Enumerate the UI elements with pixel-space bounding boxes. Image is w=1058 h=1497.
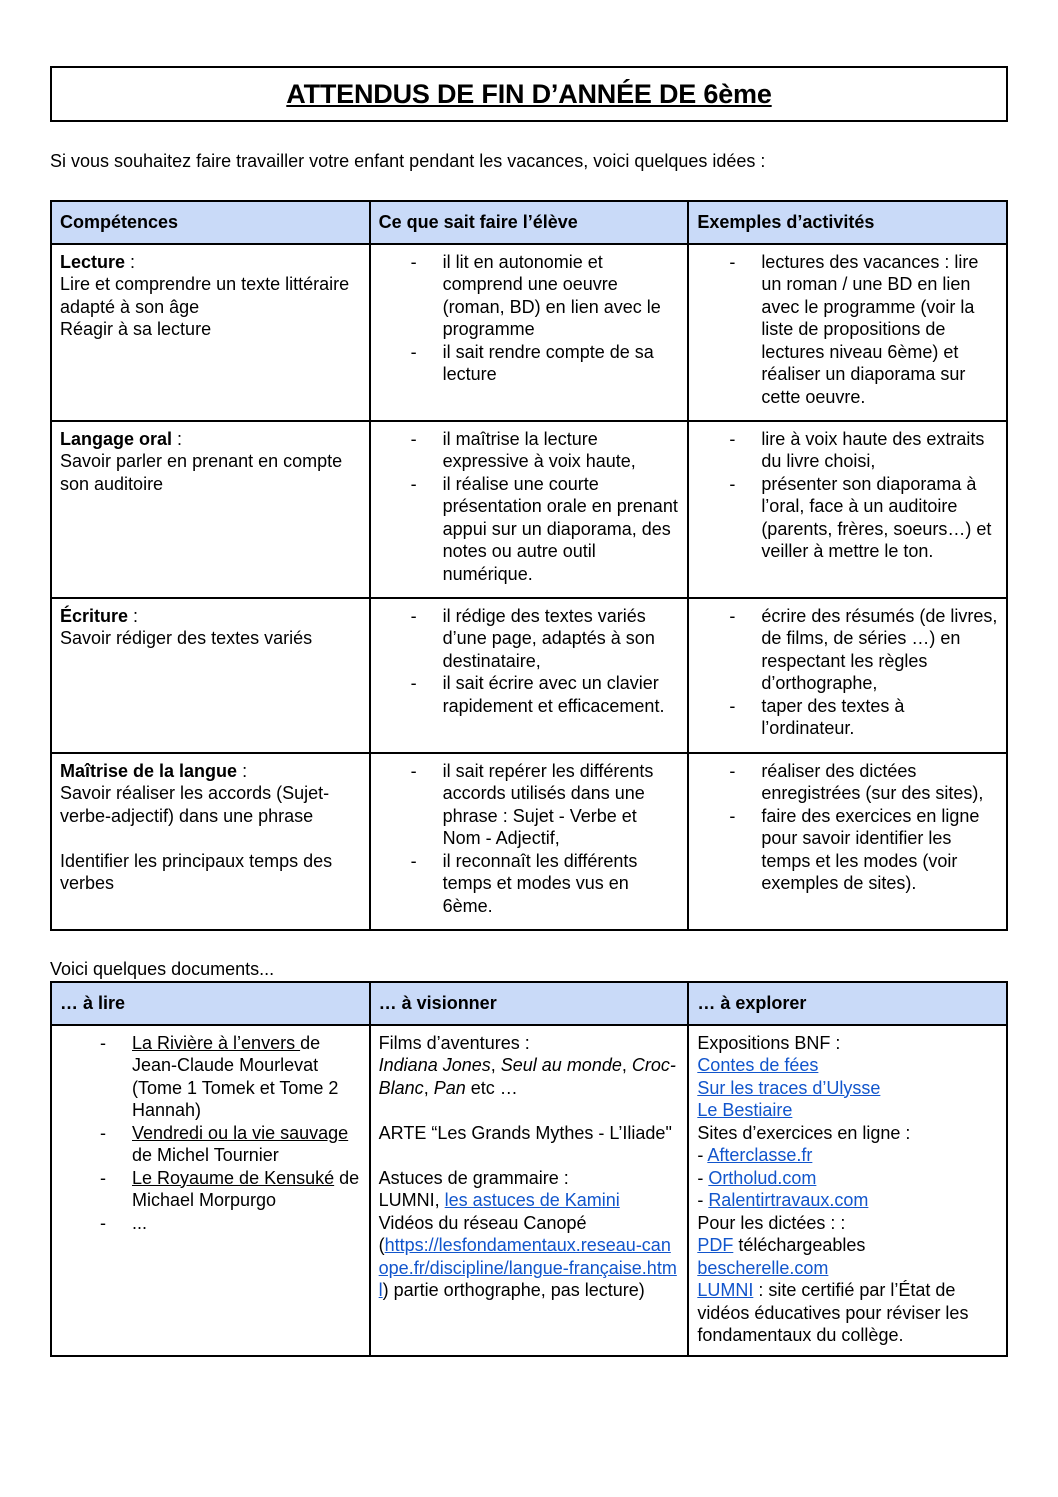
bnf-label: Expositions BNF :	[697, 1032, 841, 1053]
bnf-link-ulysse[interactable]: Sur les traces d’Ulysse	[697, 1077, 881, 1098]
skill-line: Savoir parler en prenant en compte son auditoire	[60, 451, 343, 494]
skill-cell: Maîtrise de la langue : Savoir réaliser les accords (Sujet-verbe-adjectif) dans une phrase Identifier les principaux temps des verbes	[51, 753, 370, 930]
pdf-tail: téléchargeables	[733, 1235, 866, 1255]
abilities-cell	[370, 421, 689, 598]
table-row	[51, 753, 1007, 930]
skill-cell: Écriture : Savoir rédiger des textes variés	[51, 598, 370, 753]
canope-link[interactable]: https://lesfondamentaux.reseau-canope.fr/discipline/langue-française.html	[378, 1235, 677, 1300]
table-header-row	[51, 982, 1007, 1025]
activities-cell	[688, 598, 1007, 753]
ortholud-link[interactable]: Ortholud.com	[708, 1167, 817, 1188]
films-label: Films d’aventures :	[378, 1032, 530, 1053]
list-item: - il sait rendre compte de sa lecture	[443, 341, 680, 386]
separator: ,	[423, 1077, 434, 1098]
book-title: Le Royaume de Kensuké	[132, 1167, 335, 1188]
film-title: Croc-Blanc	[378, 1055, 676, 1098]
canope-label: Vidéos du réseau Canopé	[378, 1212, 587, 1233]
dictees-label: Pour les dictées : :	[697, 1212, 846, 1233]
list-item: - il rédige des textes variés d’une page, adaptés à son destinataire,	[443, 605, 680, 673]
page-title: ATTENDUS DE FIN D’ANNÉE DE 6ème	[286, 78, 772, 109]
skill-title: Maîtrise de la langue	[60, 760, 238, 781]
skill-line: Identifier les principaux temps des verbes	[60, 850, 333, 893]
skill-title: Écriture	[60, 605, 129, 626]
header-explore: … à explorer	[688, 982, 1007, 1025]
header-abilities: Ce que sait faire l’élève	[370, 201, 689, 244]
afterclasse-link[interactable]: Afterclasse.fr	[707, 1145, 813, 1165]
explore-cell: Expositions BNF : Contes de fées Sur les traces d’Ulysse Le Bestiaire Sites d’exercices en ligne : - Afterclasse.fr - Ortholud.com - Ralentirtravaux.com Pour les dictées : : PDF téléchargeables bescherelle.com LUMNI : site certifié par l’État de vidéos éducatives pour réviser les fondamentaux du collège.	[688, 1025, 1007, 1356]
header-competences: Compétences	[51, 201, 370, 244]
activities-cell	[688, 753, 1007, 930]
book-author: de Michael Morpurgo	[132, 1167, 360, 1210]
competences-table	[50, 200, 1008, 931]
film-title: Seul au monde	[500, 1055, 622, 1075]
paren-open: (	[378, 1235, 385, 1255]
grammar-label: Astuces de grammaire :	[378, 1167, 569, 1188]
table-header-row	[51, 201, 1007, 244]
skill-line: Savoir réaliser les accords (Sujet-verbe-adjectif) dans une phrase	[60, 783, 330, 826]
title-box	[50, 66, 1008, 122]
activities-cell	[688, 244, 1007, 421]
abilities-cell	[370, 244, 689, 421]
book-item	[132, 1212, 361, 1235]
bnf-link-bestiaire[interactable]: Le Bestiaire	[697, 1100, 793, 1120]
list-item: - il maîtrise la lecture expressive à voix haute,	[443, 428, 680, 473]
films-tail: etc …	[465, 1077, 518, 1098]
book-author: de Jean-Claude Mourlevat (Tome 1 Tomek et Tome 2 Hannah)	[132, 1032, 339, 1120]
table-row	[51, 598, 1007, 753]
watch-cell	[370, 1025, 689, 1356]
header-activities: Exemples d’activités	[688, 201, 1007, 244]
film-title: Indiana Jones	[378, 1055, 491, 1075]
skill-cell: Langage oral : Savoir parler en prenant en compte son auditoire	[51, 421, 370, 598]
separator: ,	[490, 1055, 501, 1075]
separator: ,	[621, 1055, 632, 1075]
table-row	[51, 244, 1007, 421]
skill-line: Lire et comprendre un texte littéraire adapté à son âge	[60, 274, 350, 317]
book-item	[132, 1032, 361, 1122]
book-more: ...	[132, 1212, 148, 1233]
skill-cell: Lecture : Lire et comprendre un texte littéraire adapté à son âge Réagir à sa lecture	[51, 244, 370, 421]
list-item: - taper des textes à l’ordinateur.	[761, 695, 998, 740]
abilities-cell	[370, 598, 689, 753]
read-cell	[51, 1025, 370, 1356]
book-item	[132, 1167, 361, 1212]
lumni-link[interactable]: LUMNI	[697, 1280, 754, 1300]
list-item: - présenter son diaporama à l’oral, face à un auditoire (parents, frères, soeurs…) et veiller à mettre le ton.	[761, 473, 998, 563]
list-item: - lectures des vacances : lire un roman / une BD en lien avec le programme (voir la liste de propositions de lectures niveau 6ème) et réaliser un diaporama sur cette oeuvre.	[761, 251, 998, 409]
arte-text: ARTE “Les Grands Mythes - L’Iliade"	[378, 1122, 672, 1143]
ralentirtravaux-link[interactable]: Ralentirtravaux.com	[708, 1190, 869, 1210]
book-item	[132, 1122, 361, 1167]
header-read: … à lire	[51, 982, 370, 1025]
film-title: Pan	[433, 1077, 466, 1098]
list-item: - il sait écrire avec un clavier rapidement et efficacement.	[443, 672, 680, 717]
table-row	[51, 421, 1007, 598]
list-item: - il lit en autonomie et comprend une oeuvre (roman, BD) en lien avec le programme	[443, 251, 680, 341]
intro-text: Si vous souhaitez faire travailler votre enfant pendant les vacances, voici quelques idées :	[50, 151, 766, 171]
skill-title: Lecture	[60, 251, 126, 272]
documents-label: Voici quelques documents...	[50, 959, 275, 979]
list-item: - lire à voix haute des extraits du livre choisi,	[761, 428, 998, 473]
list-item: - il sait repérer les différents accords utilisés dans une phrase : Sujet - Verbe et Nom - Adjectif,	[443, 760, 680, 850]
skill-title: Langage oral	[60, 428, 173, 449]
bnf-link-contes[interactable]: Contes de fées	[697, 1055, 819, 1075]
book-title: Vendredi ou la vie sauvage	[132, 1122, 349, 1143]
list-item: - il reconnaît les différents temps et modes vus en 6ème.	[443, 850, 680, 918]
header-watch: … à visionner	[370, 982, 689, 1025]
pdf-link[interactable]: PDF	[697, 1235, 734, 1255]
lumni-prefix: LUMNI,	[378, 1190, 445, 1210]
sites-label: Sites d’exercices en ligne :	[697, 1122, 911, 1143]
abilities-cell	[370, 753, 689, 930]
canope-tail: ) partie orthographe, pas lecture)	[382, 1280, 645, 1300]
skill-line: Savoir rédiger des textes variés	[60, 628, 313, 648]
bescherelle-link[interactable]: bescherelle.com	[697, 1257, 829, 1278]
book-author: de Michel Tournier	[132, 1145, 279, 1165]
table-row	[51, 1025, 1007, 1356]
kamini-link[interactable]: les astuces de Kamini	[444, 1190, 620, 1210]
book-title: La Rivière à l’envers	[132, 1032, 301, 1053]
list-item: - réaliser des dictées enregistrées (sur des sites),	[761, 760, 998, 805]
activities-cell	[688, 421, 1007, 598]
list-item: - écrire des résumés (de livres, de films, de séries …) en respectant les règles d’orthographe,	[761, 605, 998, 695]
skill-line: Réagir à sa lecture	[60, 319, 212, 339]
lumni-tail: : site certifié par l’État de vidéos éducatives pour réviser les fondamentaux du collège.	[697, 1280, 969, 1345]
list-item: - il réalise une courte présentation orale en prenant appui sur un diaporama, des notes ou autre outil numérique.	[443, 473, 680, 586]
documents-table	[50, 981, 1008, 1357]
list-item: - faire des exercices en ligne pour savoir identifier les temps et les modes (voir exemples de sites).	[761, 805, 998, 895]
